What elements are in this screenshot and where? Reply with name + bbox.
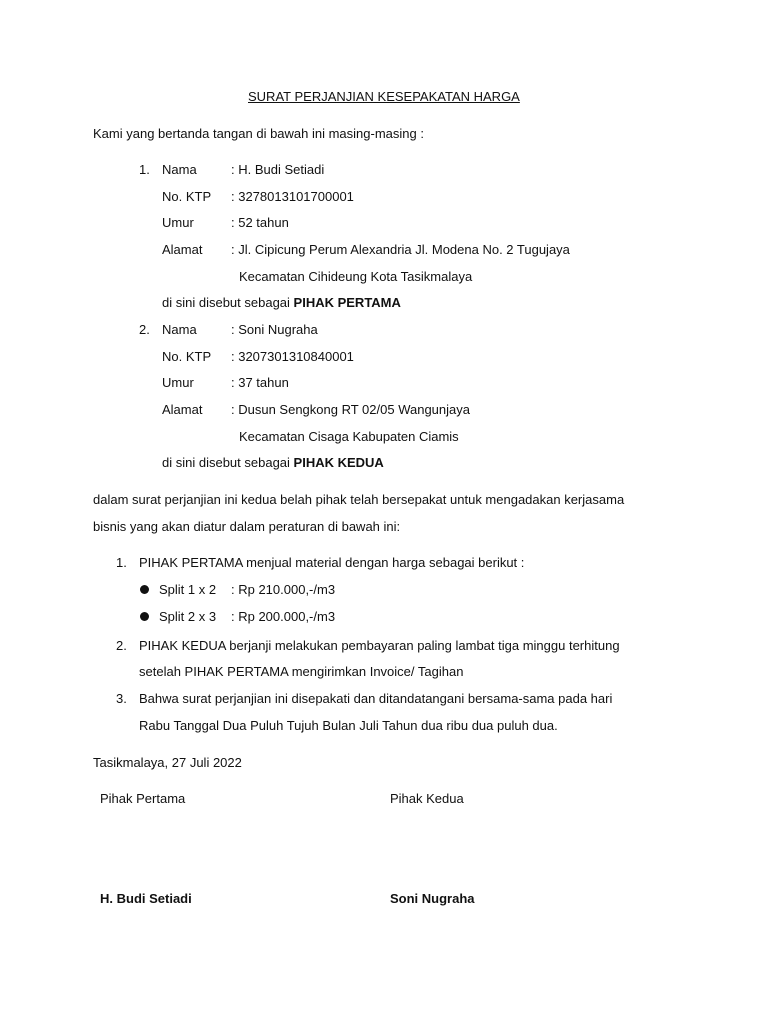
signature-left-role: Pihak Pertama bbox=[100, 791, 186, 806]
value-nama: : Soni Nugraha bbox=[231, 322, 318, 337]
value-umur: : 37 tahun bbox=[231, 375, 289, 390]
place-date: Tasikmalaya, 27 Juli 2022 bbox=[93, 755, 242, 770]
label-umur: Umur bbox=[162, 375, 194, 390]
party-designation bbox=[162, 455, 384, 471]
party-designation bbox=[162, 295, 401, 311]
designation-name: PIHAK PERTAMA bbox=[293, 295, 401, 310]
label-nama: Nama bbox=[162, 322, 197, 337]
price-item: Split 1 x 2 bbox=[159, 582, 217, 597]
term-3-line2: Rabu Tanggal Dua Puluh Tujuh Bulan Juli Tahun dua ribu dua puluh dua. bbox=[139, 718, 558, 733]
designation-prefix: di sini disebut sebagai bbox=[162, 455, 294, 470]
party-number: 2. bbox=[139, 322, 150, 337]
price-item: Split 2 x 3 bbox=[159, 609, 217, 624]
designation-name: PIHAK KEDUA bbox=[293, 455, 384, 470]
term-1-text: PIHAK PERTAMA menjual material dengan harga sebagai berikut : bbox=[139, 555, 525, 570]
signature-left-name: H. Budi Setiadi bbox=[100, 891, 192, 906]
term-number: 1. bbox=[116, 555, 127, 570]
label-alamat: Alamat bbox=[162, 402, 203, 417]
value-alamat-line2: Kecamatan Cihideung Kota Tasikmalaya bbox=[239, 269, 473, 284]
value-umur: : 52 tahun bbox=[231, 215, 289, 230]
value-ktp: : 3207301310840001 bbox=[231, 349, 354, 364]
signature-right-role: Pihak Kedua bbox=[390, 791, 464, 806]
designation-prefix: di sini disebut sebagai bbox=[162, 295, 294, 310]
agreement-line1: dalam surat perjanjian ini kedua belah pihak telah bersepakat untuk mengadakan kerjasama bbox=[93, 492, 625, 507]
price-value: : Rp 210.000,-/m3 bbox=[231, 582, 336, 597]
value-nama: : H. Budi Setiadi bbox=[231, 162, 325, 177]
value-alamat-line1: : Jl. Cipicung Perum Alexandria Jl. Modena No. 2 Tugujaya bbox=[231, 242, 570, 257]
agreement-line2: bisnis yang akan diatur dalam peraturan di bawah ini: bbox=[93, 519, 401, 534]
bullet-icon bbox=[140, 585, 149, 594]
term-2-line1: PIHAK KEDUA berjanji melakukan pembayaran paling lambat tiga minggu terhitung bbox=[139, 638, 620, 653]
label-ktp: No. KTP bbox=[162, 189, 212, 204]
term-2-line2: setelah PIHAK PERTAMA mengirimkan Invoice/ Tagihan bbox=[139, 664, 464, 679]
party-number: 1. bbox=[139, 162, 150, 177]
bullet-icon bbox=[140, 612, 149, 621]
label-ktp: No. KTP bbox=[162, 349, 212, 364]
label-alamat: Alamat bbox=[162, 242, 203, 257]
signature-right-name: Soni Nugraha bbox=[390, 891, 475, 906]
label-nama: Nama bbox=[162, 162, 197, 177]
intro-text: Kami yang bertanda tangan di bawah ini masing-masing : bbox=[93, 126, 424, 141]
value-alamat-line2: Kecamatan Cisaga Kabupaten Ciamis bbox=[239, 429, 459, 444]
value-alamat-line1: : Dusun Sengkong RT 02/05 Wangunjaya bbox=[231, 402, 470, 417]
term-number: 3. bbox=[116, 691, 127, 706]
label-umur: Umur bbox=[162, 215, 194, 230]
term-3-line1: Bahwa surat perjanjian ini disepakati dan ditandatangani bersama-sama pada hari bbox=[139, 691, 613, 706]
term-number: 2. bbox=[116, 638, 127, 653]
price-value: : Rp 200.000,-/m3 bbox=[231, 609, 336, 624]
value-ktp: : 3278013101700001 bbox=[231, 189, 354, 204]
document-title: SURAT PERJANJIAN KESEPAKATAN HARGA bbox=[248, 89, 520, 104]
